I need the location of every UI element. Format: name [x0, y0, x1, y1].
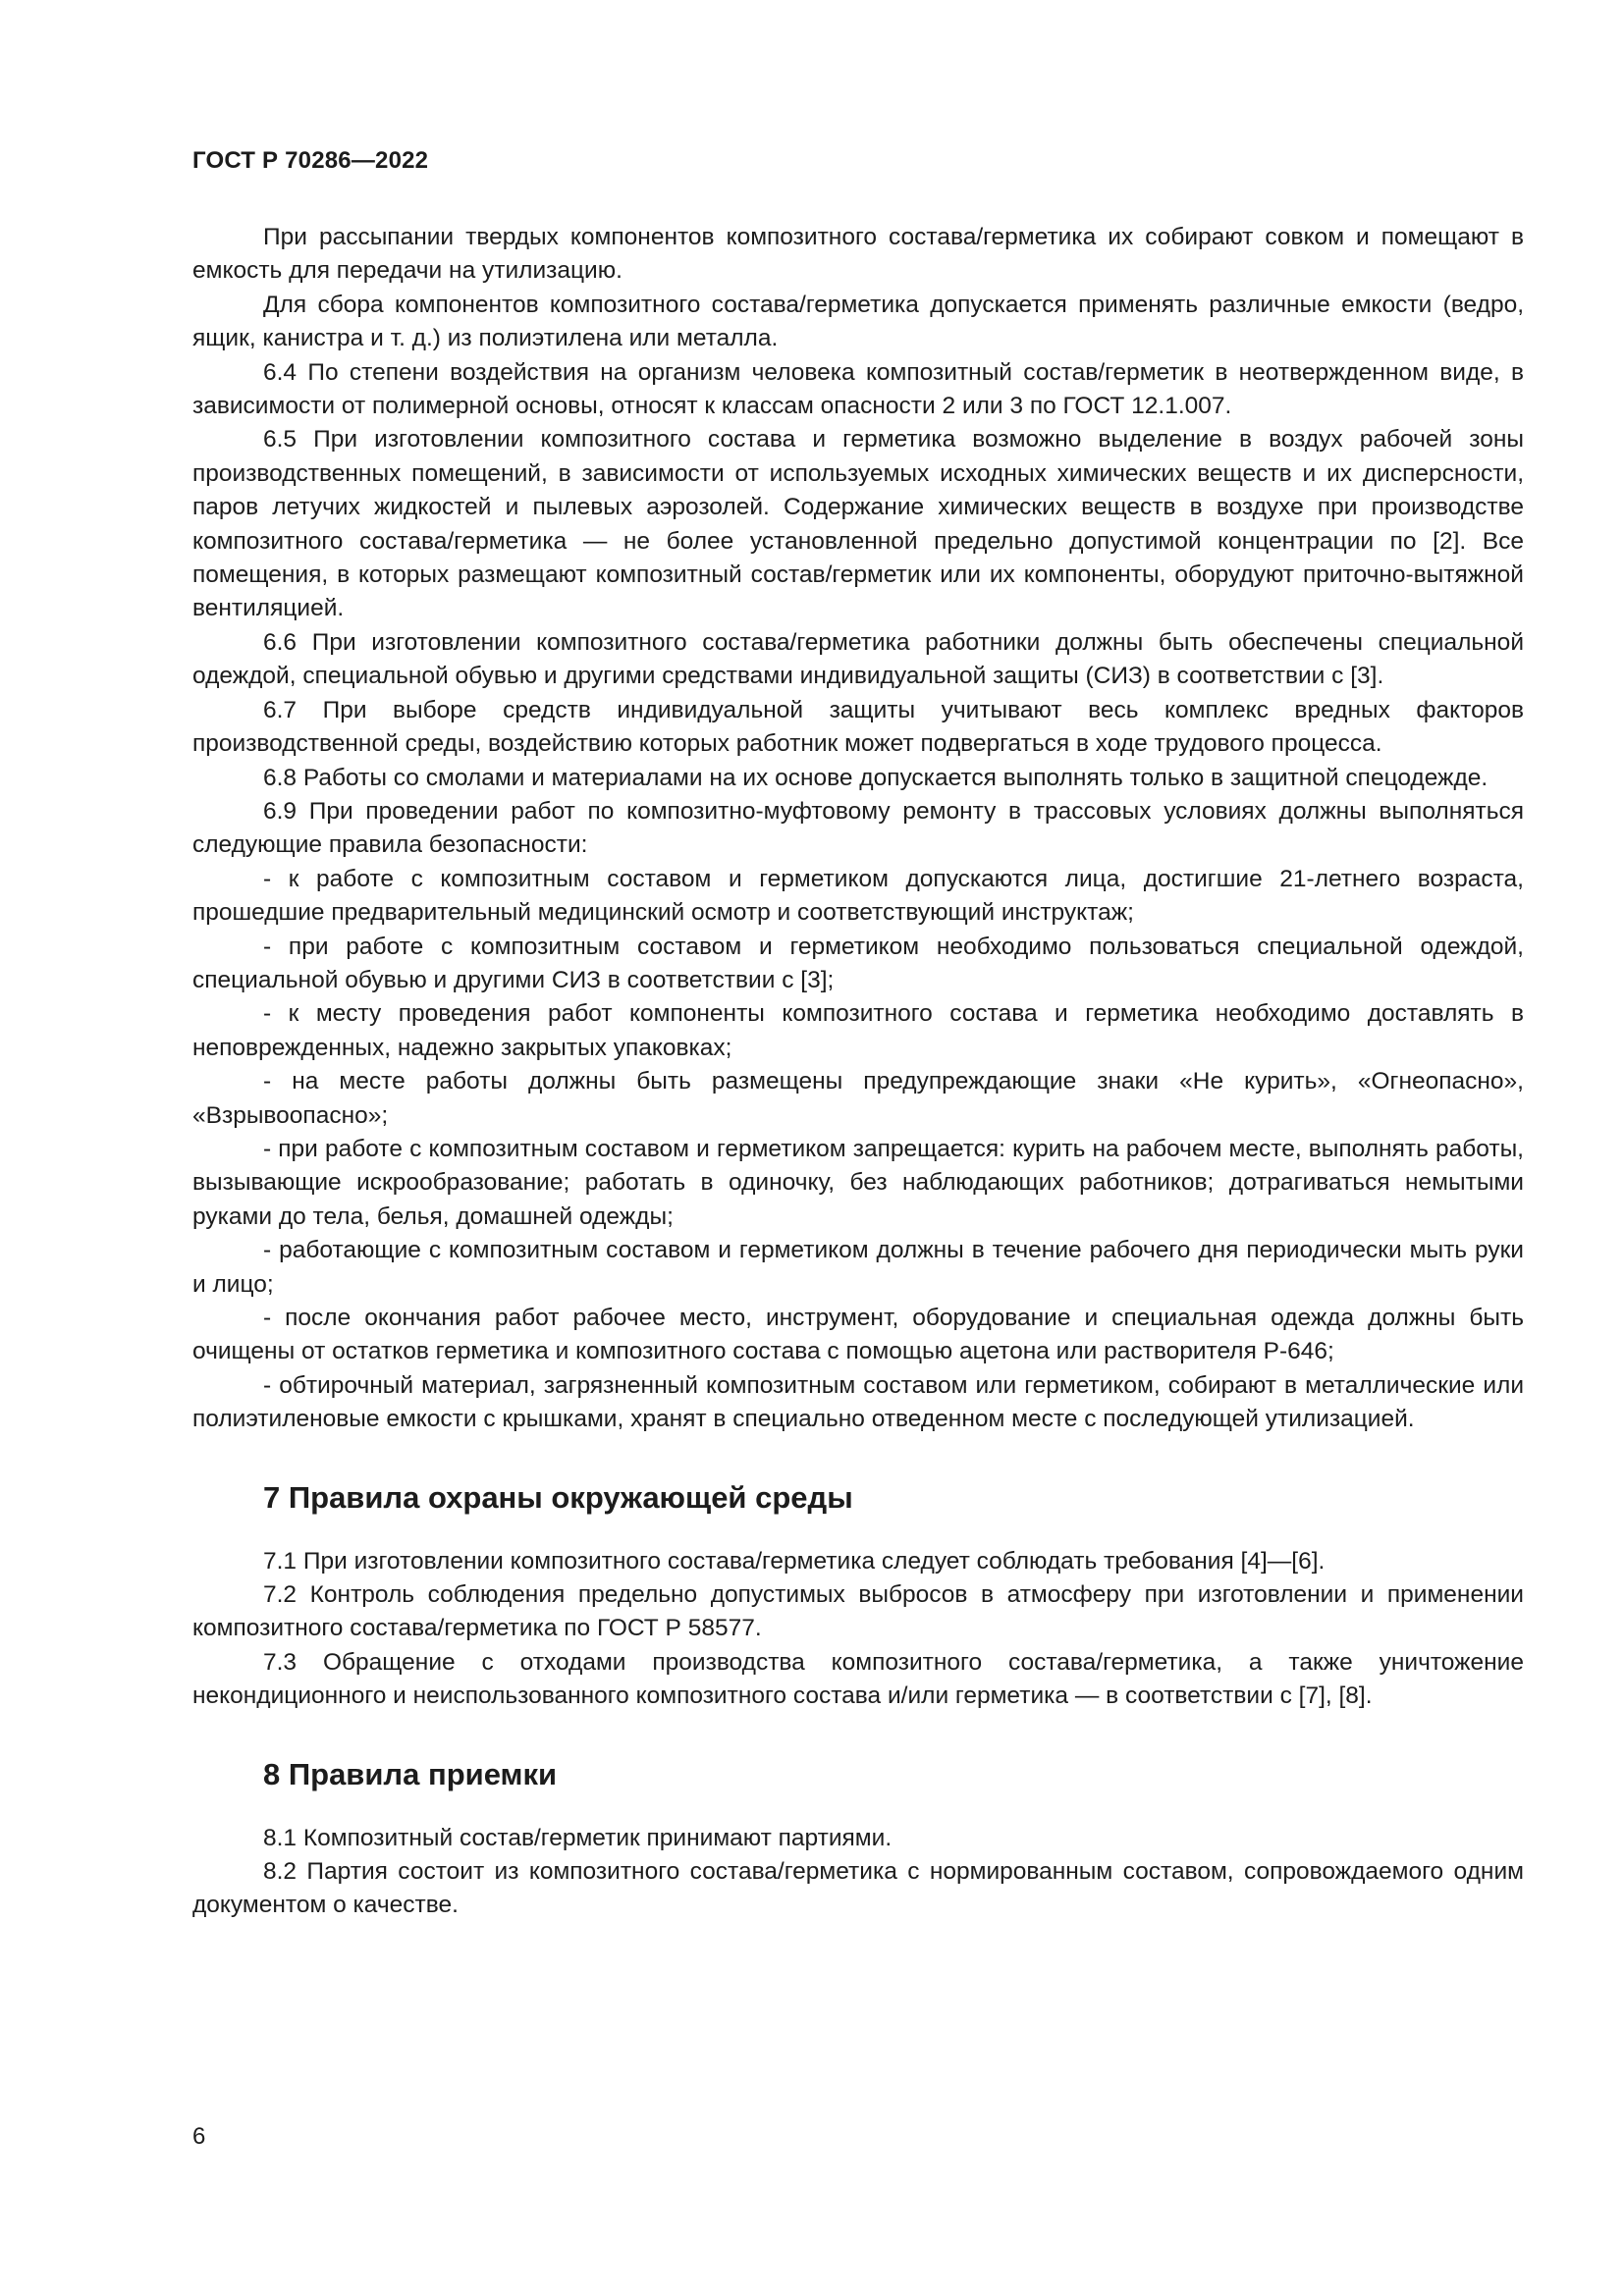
paragraph-8-2: 8.2 Партия состоит из композитного состава/герметика с нормированным составом, сопровождаемого одним документом о качестве.: [192, 1858, 1524, 1919]
paragraph-7-1: 7.1 При изготовлении композитного состава/герметика следует соблюдать требования [4]—[6].: [263, 1547, 1326, 1575]
list-item: - после окончания работ рабочее место, инструмент, оборудование и специальная одежда должны быть очищены от остатков герметика и композитного состава с помощью ацетона или растворителя Р-646;: [192, 1305, 1524, 1365]
list-item: - при работе с композитным составом и герметиком запрещается: курить на рабочем месте, выполнять работы, вызывающие искрообразование; работать в одиночку, без наблюдающих работников; дотрагиваться немытыми руками до тела, белья, домашней одежды;: [192, 1135, 1524, 1230]
page-number: 6: [192, 2123, 206, 2150]
list-item: - обтирочный материал, загрязненный композитным составом или герметиком, собирают в металлические или полиэтиленовые емкости с крышками, хранят в специально отведенном месте с последующей утилизацией.: [192, 1371, 1524, 1433]
paragraph-6-9: 6.9 При проведении работ по композитно-муфтовому ремонту в трассовых условиях должны выполняться следующие правила безопасности:: [192, 797, 1524, 859]
paragraph-7-2: 7.2 Контроль соблюдения предельно допустимых выбросов в атмосферу при изготовлении и применении композитного состава/герметика по ГОСТ Р 58577.: [192, 1581, 1524, 1642]
paragraph-6-7: 6.7 При выборе средств индивидуальной защиты учитывают весь комплекс вредных факторов производственной среды, воздействию которых работник может подвергаться в ходе трудового процесса.: [192, 696, 1524, 758]
paragraph-6-4: 6.4 По степени воздействия на организм человека композитный состав/герметик в неотвержденном виде, в зависимости от полимерной основы, относят к классам опасности 2 или 3 по ГОСТ 12.1.007.: [192, 358, 1524, 420]
section-8-heading: 8 Правила приемки: [263, 1756, 558, 1791]
list-item: - работающие с композитным составом и герметиком должны в течение рабочего дня периодически мыть руки и лицо;: [192, 1237, 1524, 1298]
document-body: [192, 221, 1524, 1923]
paragraph-7-3: 7.3 Обращение с отходами производства композитного состава/герметика, а также уничтожение некондиционного и неиспользованного композитного состава и/или герметика — в соответствии с [7], [8].: [192, 1648, 1524, 1710]
paragraph-8-1: 8.1 Композитный состав/герметик принимают партиями.: [263, 1824, 893, 1851]
paragraph-6-6: 6.6 При изготовлении композитного состава/герметика работники должны быть обеспечены специальной одеждой, специальной обувью и другими средствами индивидуальной защиты (СИЗ) в соответствии с [3].: [192, 628, 1524, 690]
document-code: ГОСТ Р 70286—2022: [192, 147, 429, 174]
paragraph: Для сбора компонентов композитного состава/герметика допускается применять различные емкости (ведро, ящик, канистра и т. д.) из полиэтилена или металла.: [192, 291, 1524, 352]
list-item: - к месту проведения работ компоненты композитного состава и герметика необходимо доставлять в неповрежденных, надежно закрытых упаковках;: [192, 1000, 1524, 1061]
paragraph: При рассыпании твердых компонентов композитного состава/герметика их собирают совком и помещают в емкость для передачи на утилизацию.: [192, 224, 1524, 285]
paragraph-6-5: 6.5 При изготовлении композитного состава и герметика возможно выделение в воздух рабочей зоны производственных помещений, в зависимости от используемых исходных химических веществ и их дисперсности, паров летучих жидкостей и пылевых аэрозолей. Содержание химических веществ в воздухе при производстве композитного состава/герметика — не более установленной предельно допустимой концентрации по [2]. Все помещения, в которых размещают композитный состав/герметик или их компоненты, оборудуют приточно-вытяжной вентиляцией.: [192, 426, 1524, 622]
list-item: - к работе с композитным составом и герметиком допускаются лица, достигшие 21-летнего возраста, прошедшие предварительный медицинский осмотр и соответствующий инструктаж;: [192, 865, 1524, 927]
paragraph-6-8: 6.8 Работы со смолами и материалами на их основе допускается выполнять только в защитной спецодежде.: [263, 764, 1489, 791]
list-item: - на месте работы должны быть размещены предупреждающие знаки «Не курить», «Огнеопасно», «Взрывоопасно»;: [192, 1068, 1524, 1129]
list-item: - при работе с композитным составом и герметиком необходимо пользоваться специальной одеждой, специальной обувью и другими СИЗ в соответствии с [3];: [192, 933, 1524, 993]
section-7-heading: 7 Правила охраны окружающей среды: [263, 1479, 853, 1515]
